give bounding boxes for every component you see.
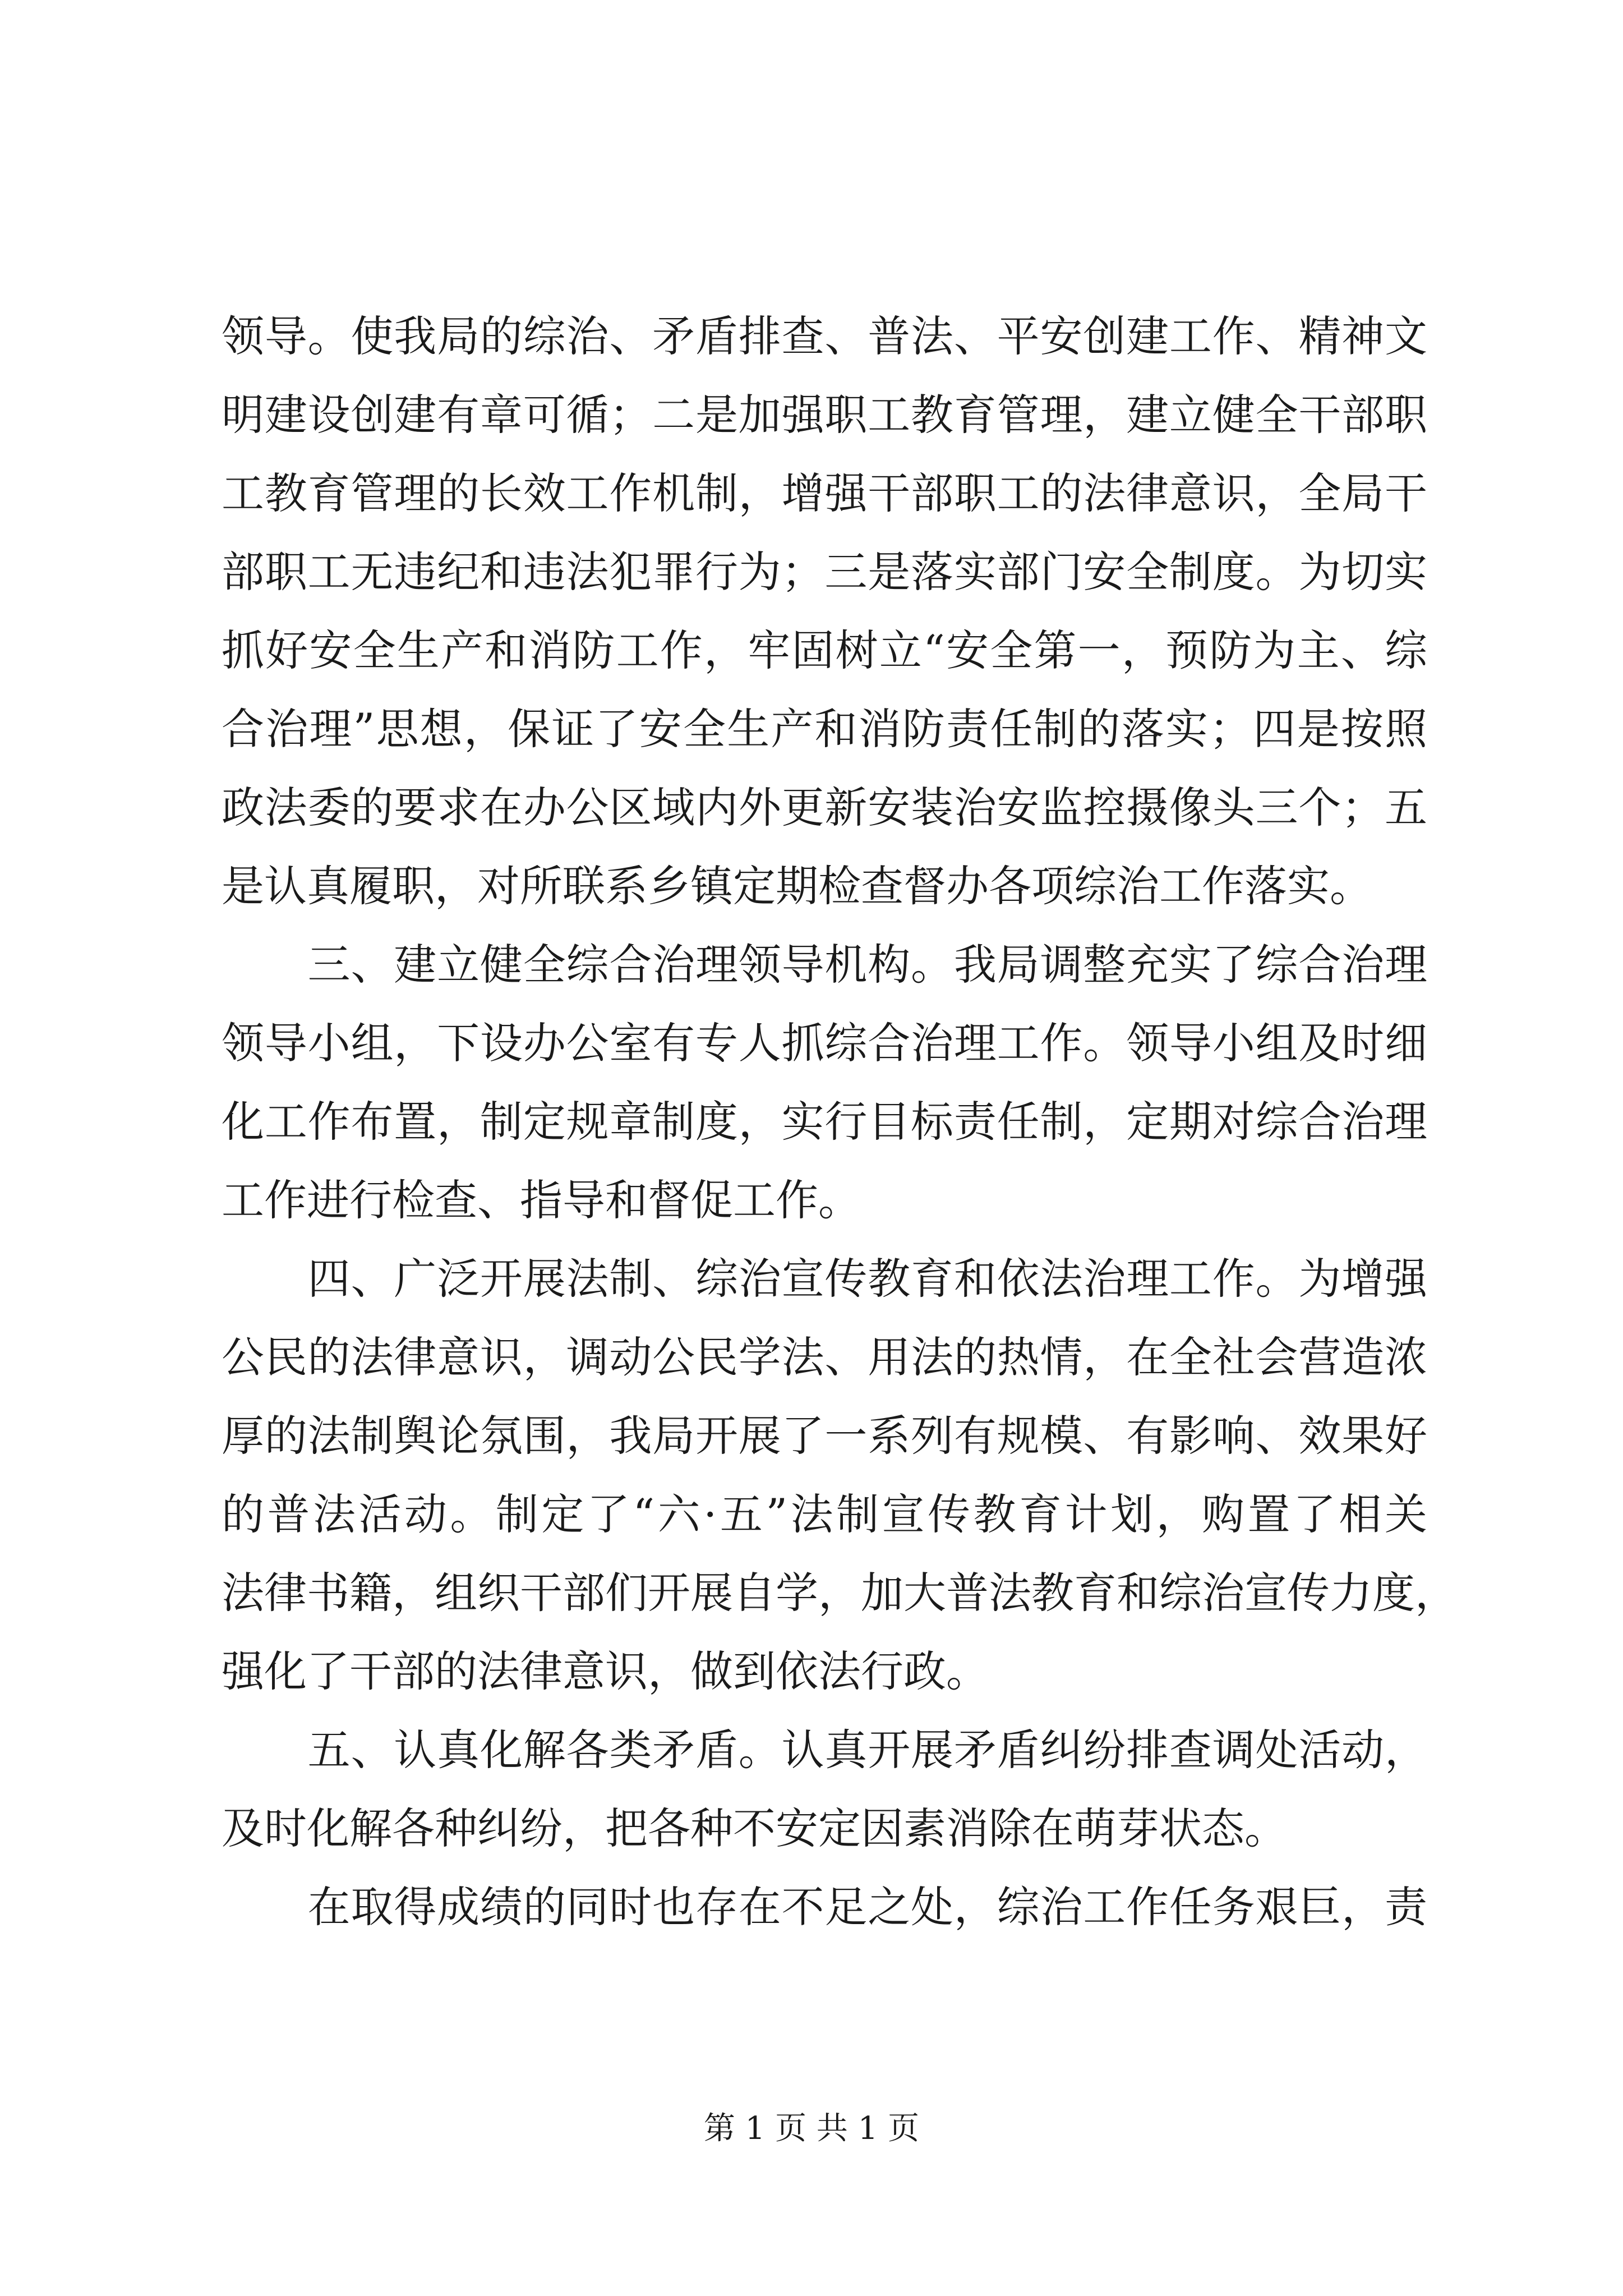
page-footer: 第 1 页 共 1 页 bbox=[703, 2110, 920, 2147]
document-body bbox=[222, 297, 1458, 1947]
text-line: 三、建立健全综合治理领导机构。我局调整充实了综合治理 bbox=[222, 940, 1427, 990]
text-line: 五、认真化解各类矛盾。认真开展矛盾纠纷排查调处活动， bbox=[222, 1725, 1427, 1775]
text-line: 公民的法律意识，调动公民学法、用法的热情，在全社会营造浓 bbox=[222, 1332, 1427, 1382]
text-line: 的普法活动。制定了“六·五”法制宣传教育计划，购置了相关 bbox=[222, 1489, 1427, 1539]
text-line: 抓好安全生产和消防工作，牢固树立“安全第一，预防为主、综 bbox=[222, 625, 1427, 675]
text-line: 政法委的要求在办公区域内外更新安装治安监控摄像头三个；五 bbox=[222, 783, 1427, 832]
text-line: 工作进行检查、指导和督促工作。 bbox=[222, 1175, 861, 1225]
text-line: 四、广泛开展法制、综治宣传教育和依法治理工作。为增强 bbox=[222, 1254, 1427, 1304]
text-line: 合治理”思想，保证了安全生产和消防责任制的落实；四是按照 bbox=[222, 704, 1427, 754]
text-line: 领导小组，下设办公室有专人抓综合治理工作。领导小组及时细 bbox=[222, 1018, 1427, 1068]
text-line: 化工作布置，制定规章制度，实行目标责任制，定期对综合治理 bbox=[222, 1097, 1427, 1147]
text-line: 领导。使我局的综治、矛盾排查、普法、平安创建工作、精神文 bbox=[222, 311, 1427, 361]
text-line: 强化了干部的法律意识，做到依法行政。 bbox=[222, 1646, 989, 1696]
text-line: 及时化解各种纠纷，把各种不安定因素消除在萌芽状态。 bbox=[222, 1803, 1287, 1853]
text-line: 厚的法制舆论氛围，我局开展了一系列有规模、有影响、效果好 bbox=[222, 1411, 1427, 1461]
text-line: 明建设创建有章可循；二是加强职工教育管理，建立健全干部职 bbox=[222, 390, 1427, 440]
text-line: 在取得成绩的同时也存在不足之处，综治工作任务艰巨，责 bbox=[222, 1882, 1427, 1932]
text-line: 工教育管理的长效工作机制，增强干部职工的法律意识，全局干 bbox=[222, 468, 1427, 518]
text-line: 是认真履职，对所联系乡镇定期检查督办各项综治工作落实。 bbox=[222, 861, 1372, 911]
text-line: 部职工无违纪和违法犯罪行为；三是落实部门安全制度。为切实 bbox=[222, 547, 1427, 597]
text-line: 法律书籍，组织干部们开展自学，加大普法教育和综治宣传力度， bbox=[222, 1568, 1458, 1618]
